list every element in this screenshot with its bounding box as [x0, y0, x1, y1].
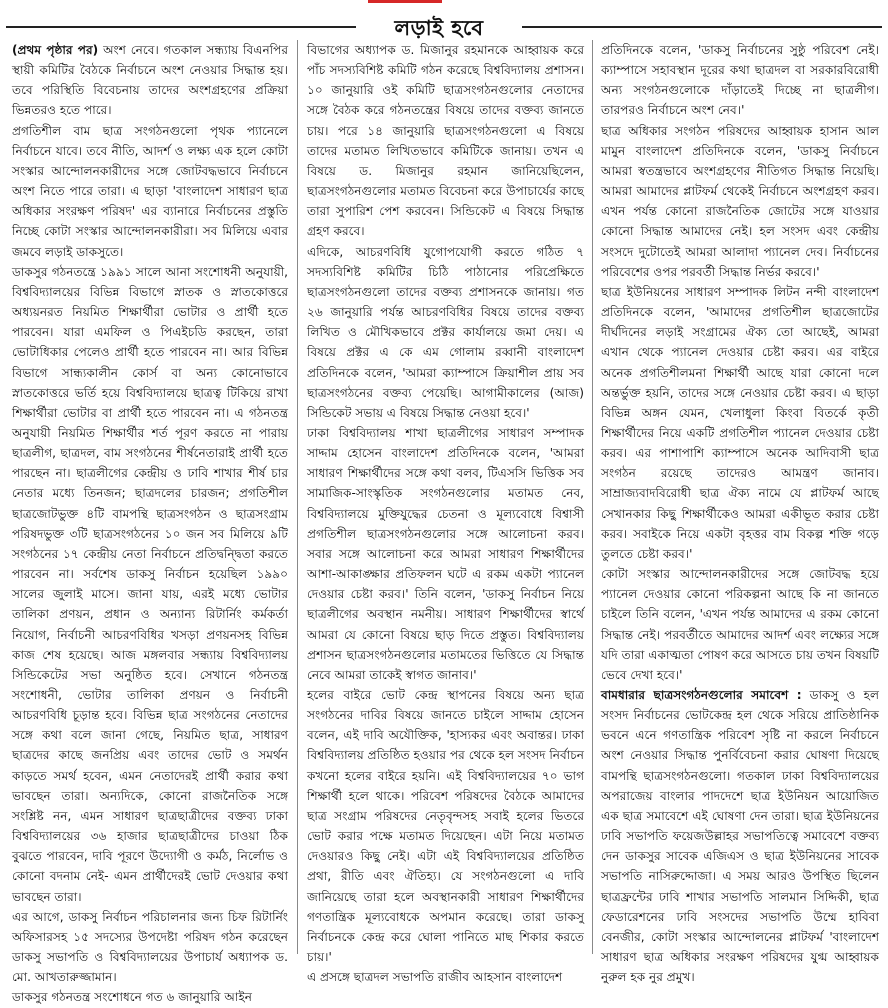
article-columns	[0, 40, 888, 1005]
headline-row	[0, 10, 888, 40]
paragraph: প্রতিদিনকে বলেন, 'ডাকসু নির্বাচনের সুষ্ঠু পরিবেশ নেই। ক্যাম্পাসে সহাবস্থান দূরের কথা ছাত্রদল বা সরকারবিরোধী অন্য সংগঠনগুলোকে দাঁড়াতেই দিচ্ছে না ছাত্রলীগ। তারপরও নির্বাচনে অংশ নেব।'	[601, 43, 879, 118]
headline-rule-right	[522, 26, 882, 28]
paragraph: ছাত্র অধিকার সংগঠন পরিষদের আহ্বায়ক হাসান আল মামুন বাংলাদেশ প্রতিদিনকে বলেন, 'ডাকসু নির্বাচনে আমরা স্বতন্ত্রভাবে অংশগ্রহণের নীতিগত সিদ্ধান্ত নিয়েছি। আমরা আমাদের প্লাটফর্ম থেকেই নির্বাচনে অংশগ্রহণ করব। এখন পর্যন্ত কোনো রাজনৈতিক জোটের সঙ্গে যাওয়ার কোনো সিদ্ধান্ত আমাদের নেই। হল সংসদ এবং কেন্দ্রীয় সংসদে দুটোতেই আমরা আলাদা প্যানেল দেব। নির্বাচনের পরিবেশের ওপর পরবর্তী সিদ্ধান্ত নির্ভর করবে।'	[601, 123, 879, 279]
paragraph: প্রগতিশীল বাম ছাত্র সংগঠনগুলো পৃথক প্যানেলে নির্বাচনে যাবে। তবে নীতি, আদর্শ ও লক্ষ্য এক হলে কোটা সংস্কার আন্দোলনকারীদের সঙ্গে জোটবদ্ধভাবে নির্বাচনে অংশ নিতে পারে তারা। এ ছাড়া 'বাংলাদেশ সাধারণ ছাত্র অধিকার সংরক্ষণ পরিষদ' এর ব্যানারে নির্বাচনের প্রস্তুতি নিচ্ছে কোটা সংস্কার আন্দোলনকারীরা। সব মিলিয়ে এবার জমবে লড়াই ডাকসুতে।	[12, 123, 288, 259]
paragraph: বিভাগের অধ্যাপক ড. মিজানুর রহমানকে আহ্বায়ক করে পাঁচ সদস্যবিশিষ্ট কমিটি গঠন করেছে বিশ্ববিদ্যালয় প্রশাসন। ১০ জানুয়ারি ওই কমিটি ছাত্রসংগঠনগুলোর নেতাদের সঙ্গে বৈঠক করে গঠনতন্ত্রের বিষয়ে তাদের বক্তব্য জানতে চায়। পরে ১৪ জানুয়ারি ছাত্রসংগঠনগুলো এ বিষয়ে তাদের মতামত লিখিতভাবে কমিটিকে জানায়। তখন এ বিষয়ে ড. মিজানুর রহমান জানিয়েছিলেন, ছাত্রসংগঠনগুলোর মতামত বিবেচনা করে উপাচার্যের কাছে তারা সুপারিশ পেশ করবেন। সিন্ডিকেট এ বিষয়ে সিদ্ধান্ত গ্রহণ করবে।	[307, 43, 584, 239]
column-3	[601, 40, 879, 985]
paragraph: এদিকে, আচরণবিধি যুগোপযোগী করতে গঠিত ৭ সদস্যবিশিষ্ট কমিটির চিঠি পাঠানোর পরিপ্রেক্ষিতে ছাত্রসংগঠনগুলো তাদের বক্তব্য প্রশাসনকে জানায়। গত ২৬ জানুয়ারি পর্যন্ত আচরণবিধির বিষয়ে তাদের বক্তব্য লিখিত ও মৌখিকভাবে প্রক্টর কার্যালয়ে জমা দেয়। এ বিষয়ে প্রক্টর এ কে এম গোলাম রব্বানী বাংলাদেশ প্রতিদিনকে বলেন, 'আমরা ক্যাম্পাসে ক্রিয়াশীল প্রায় সব ছাত্রসংগঠনের বক্তব্য পেয়েছি। আগামীকালের (আজ) সিন্ডিকেট সভায় এ বিষয়ে সিদ্ধান্ত নেওয়া হবে।'	[307, 244, 584, 420]
column-divider	[592, 40, 593, 954]
paragraph: বামধারার ছাত্রসংগঠনগুলোর সমাবেশ : ডাকসু ও হল সংসদ নির্বাচনের ভোটকেন্দ্র হল থেকে সরিয়ে প্রাতিষ্ঠানিক ভবনে এনে গণতান্ত্রিক পরিবেশ সৃষ্টি না করলে নির্বাচনে অংশ নেওয়ার সিদ্ধান্ত পুনর্বিবেচনা করার ঘোষণা দিয়েছে বামপন্থি ছাত্রসংগঠনগুলো। গতকাল ঢাকা বিশ্ববিদ্যালয়ের অপরাজেয় বাংলার পাদদেশে ছাত্র ইউনিয়ন আয়োজিত এক ছাত্র সমাবেশে এই ঘোষণা দেন তারা। ছাত্র ইউনিয়নের ঢাবি সভাপতি ফয়েজউল্লাহর সভাপতিত্বে সমাবেশে বক্তব্য দেন ডাকসুর সাবেক এজিএস ও ছাত্র ইউনিয়নের সাবেক সভাপতি নাসিরুদ্দোজা। এ সময় আরও উপস্থিত ছিলেন ছাত্রফ্রন্টের ঢাবি শাখার সভাপতি সালমান সিদ্দিকী, ছাত্র ফেডারেশনের ঢাবি সংসদের সভাপতি উম্মে হাবিবা বেনজীর, কোটা সংস্কার আন্দোলনের প্লাটফর্ম 'বাংলাদেশ সাধারণ ছাত্র অধিকার সংরক্ষণ পরিষদের যুগ্ম আহ্বায়ক নুরুল হক নুর প্রমুখ।	[601, 688, 879, 985]
column-2	[307, 40, 584, 985]
paragraph: ডাকসুর গঠনতন্ত্রে ১৯৯১ সালে আনা সংশোধনী অনুযায়ী, বিশ্ববিদ্যালয়ের বিভিন্ন বিভাগে স্নাতক ও স্নাতকোত্তরে অধ্যয়নরত নিয়মিত শিক্ষার্থীরা ভোটার ও প্রার্থী হতে পারবেন। যারা এমফিল ও পিএইচডি করছেন, তারা ভোটাধিকার পেলেও প্রার্থী হতে পারবেন না। আর বিভিন্ন বিভাগে সান্ধ্যকালীন কোর্স বা অন্য কোনোভাবে স্নাতকোত্তরে ভর্তি হয়ে বিশ্ববিদ্যালয়ে ছাত্রত্ব টিকিয়ে রাখা শিক্ষার্থীরা ভোটার বা প্রার্থী হতে পারবেন না। এ গঠনতন্ত্র অনুযায়ী নিয়মিত শিক্ষার্থীর শর্ত পূরণ করতে না পারায় ছাত্রলীগ, ছাত্রদল, বাম সংগঠনের শীর্ষনেতারাই প্রার্থী হতে পারছেন না। ছাত্রলীগের কেন্দ্রীয় ও ঢাবি শাখার শীর্ষ চার নেতার মধ্যে তিনজন; ছাত্রদলের চারজন; প্রগতিশীল ছাত্রজোটভুক্ত ৪টি বামপন্থি ছাত্রসংগঠন ও ছাত্রসংগ্রাম পরিষদভুক্ত ৩টি ছাত্রসংগঠনের ১০ জন সব মিলিয়ে ৯টি সংগঠনের ১৭ কেন্দ্রীয় নেতা নির্বাচনে প্রতিদ্বন্দ্বিতা করতে পারবেন না। সর্বশেষ ডাকসু নির্বাচন হয়েছিল ১৯৯০ সালের জুলাই মাসে। জানা যায়, এরই মধ্যে ভোটার তালিকা প্রণয়ন, প্রধান ও অন্যান্য রিটার্নিং কর্মকর্তা নিয়োগ, নির্বাচনী আচরণবিধির খসড়া প্রণয়নসহ বিভিন্ন কাজ শেষ হয়েছে। আজ মঙ্গলবার সন্ধ্যায় বিশ্ববিদ্যালয় সিন্ডিকেটের সভা অনুষ্ঠিত হবে। সেখানে গঠনতন্ত্র সংশোধনী, ভোটার তালিকা প্রণয়ন ও নির্বাচনী আচরণবিধি চূড়ান্ত হবে। বিভিন্ন ছাত্র সংগঠনের নেতাদের সঙ্গে কথা বলে জানা গেছে, নিয়মিত ছাত্র, সাধারণ ছাত্রদের কাছে জনপ্রিয় এবং তাদের ভোট ও সমর্থন কাড়তে সমর্থ হবেন, এমন নেতাদেরই প্রার্থী করার কথা ভাবছেন তারা। অন্যদিকে, কোনো রাজনৈতিক সঙ্গে সংশ্লিষ্ট নন, এমন সাধারণ ছাত্রছাত্রীদের বক্তব্য ঢাকা বিশ্ববিদ্যালয়ের ৩৬ হাজার ছাত্রছাত্রীদের চাওয়া ঠিক বুঝতে পারবেন, দাবি পূরণে উদ্যোগী ও কর্মঠ, নির্লোভ ও কোনো বদনাম নেই- এমন প্রার্থীদেরই ভোট দেওয়ার কথা ভাবছেন তারা।	[12, 264, 288, 904]
top-accent-rule	[368, 0, 442, 3]
headline: লড়াই হবে	[394, 16, 484, 40]
column-divider	[297, 40, 298, 954]
paragraph: ডাকসুর গঠনতন্ত্র সংশোধনে গত ৬ জানুয়ারি আইন	[12, 990, 252, 1005]
subheading: বামধারার ছাত্রসংগঠনগুলোর সমাবেশ :	[601, 688, 802, 702]
continuation-label: (প্রথম পৃষ্ঠার পর)	[12, 43, 99, 57]
paragraph: এর আগে, ডাকসু নির্বাচন পরিচালনার জন্য চিফ রিটার্নিং অফিসারসহ ১৫ সদস্যের উপদেষ্টা পরিষদ গঠন করেছেন ডাকসু সভাপতি ও বিশ্ববিদ্যালয়ের উপাচার্য অধ্যাপক ড. মো. আখতারুজ্জামান।	[12, 909, 288, 985]
paragraph: (প্রথম পৃষ্ঠার পর) অংশ নেবে। গতকাল সন্ধ্যায় বিএনপির স্থায়ী কমিটির বৈঠকে নির্বাচনে অংশ নেওয়ার সিদ্ধান্ত হয়। তবে পরিস্থিতি বিবেচনায় তাদের অংশগ্রহণের প্রক্রিয়া ভিন্নতরও হতে পারে।	[12, 43, 288, 118]
paragraph: ঢাকা বিশ্ববিদ্যালয় শাখা ছাত্রলীগের সাধারণ সম্পাদক সাদ্দাম হোসেন বাংলাদেশ প্রতিদিনকে বলেন, 'আমরা সাধারণ শিক্ষার্থীদের সঙ্গে কথা বলব, টিএসসি ভিত্তিক সব সামাজিক-সাংস্কৃতিক সংগঠনগুলোর মতামত নেব, বিশ্ববিদ্যালয়ে মুক্তিযুদ্ধের চেতনা ও মূল্যবোধে বিশ্বাসী প্রগতিশীল ছাত্রসংগঠনগুলোর সঙ্গে আলোচনা করব। সবার সঙ্গে আলোচনা করে আমরা সাধারণ শিক্ষার্থীদের আশা-আকাঙ্ক্ষার প্রতিফলন ঘটে এ রকম একটা প্যানেল দেওয়ার চেষ্টা করব।' তিনি বলেন, 'ডাকসু নির্বাচন নিয়ে ছাত্রলীগের অবস্থান নমনীয়। সাধারণ শিক্ষার্থীদের স্বার্থে আমরা যে কোনো বিষয়ে ছাড় দিতে প্রস্তুত। বিশ্ববিদ্যালয় প্রশাসন ছাত্রসংগঠনগুলোর মতামতের ভিত্তিতে যে সিদ্ধান্ত নেবে আমরা তাকেই স্বাগত জানাব।'	[307, 425, 584, 682]
paragraph: কোটা সংস্কার আন্দোলনকারীদের সঙ্গে জোটবদ্ধ হয়ে প্যানেল দেওয়ার কোনো পরিকল্পনা আছে কি না জানতে চাইলে তিনি বলেন, 'এখন পর্যন্ত আমাদের এ রকম কোনো সিদ্ধান্ত নেই। পরবর্তীতে আমাদের আদর্শ এবং লক্ষ্যের সঙ্গে যদি তারা একাত্মতা পোষণ করে আসতে চায় তখন বিষয়টি ভেবে দেখা হবে।'	[601, 567, 879, 682]
paragraph: এ প্রসঙ্গে ছাত্রদল সভাপতি রাজীব আহসান বাংলাদেশ	[307, 970, 563, 985]
paragraph: হলের বাইরে ভোট কেন্দ্র স্থাপনের বিষয়ে অন্য ছাত্র সংগঠনের দাবির বিষয়ে জানতে চাইলে সাদ্দাম হোসেন বলেন, এই দাবি অযৌক্তিক, 'হাস্যকর এবং অবান্তর। ঢাকা বিশ্ববিদ্যালয় প্রতিষ্ঠিত হওয়ার পর থেকে হল সংসদ নির্বাচন কখনো হলের বাইরে হয়নি। এই বিশ্ববিদ্যালয়ের ৭০ ভাগ শিক্ষার্থী হলে থাকে। পরিবেশ পরিষদের বৈঠকে আমাদের ছাত্র সংগ্রাম পরিষদের নেতৃবৃন্দসহ সবাই হলের ভিতরে ভোট করার পক্ষে মতামত দিয়েছেন। এটা নিয়ে মতামত দেওয়ারও কিছু নেই। এটা এই বিশ্ববিদ্যালয়ের প্রতিষ্ঠিত প্রথা, রীতি এবং ঐতিহ্য। যে সংগঠনগুলো এ দাবি জানিয়েছে তারা হলে অবস্থানকারী সাধারণ শিক্ষার্থীদের গণতান্ত্রিক মূল্যবোধকে অপমান করেছে। তারা ডাকসু নির্বাচনকে কেন্দ্র করে ঘোলা পানিতে মাছ শিকার করতে চায়।'	[307, 688, 584, 965]
paragraph: ছাত্র ইউনিয়নের সাধারণ সম্পাদক লিটন নন্দী বাংলাদেশ প্রতিদিনকে বলেন, 'আমাদের প্রগতিশীল ছাত্রজোটের দীর্ঘদিনের লড়াই সংগ্রামের ঐক্য তো আছেই, আমরা এখান থেকে প্যানেল দেওয়ার চেষ্টা করব। এর বাইরে অনেক প্রগতিশীলমনা শিক্ষার্থী আছে যারা কোনো দলে অন্তর্ভুক্ত হয়নি, তাদের সঙ্গে নেওয়ার চেষ্টা করব। এ ছাড়া বিভিন্ন অঙ্গন যেমন, খেলাধুলা কিংবা বিতর্কে কৃতী শিক্ষার্থীদের নিয়ে একটি প্রগতিশীল প্যানেল দেওয়ার চেষ্টা করব। এর পাশাপাশি ক্যাম্পাসে অনেক আদিবাসী ছাত্র সংগঠন রয়েছে তাদেরও আমন্ত্রণ জানাব। সাম্রাজ্যবাদবিরোধী ছাত্র ঐক্য নামে যে প্লাটফর্ম আছে সেখানকার কিছু শিক্ষার্থীকেও আমরা একীভূত করার চেষ্টা করব। সবাইকে নিয়ে একটা বৃহত্তর বাম বিকল্প শক্তি গড়ে তুলতে চেষ্টা করব।'	[601, 284, 879, 561]
column-1	[12, 40, 288, 1005]
headline-rule-left	[6, 26, 356, 28]
